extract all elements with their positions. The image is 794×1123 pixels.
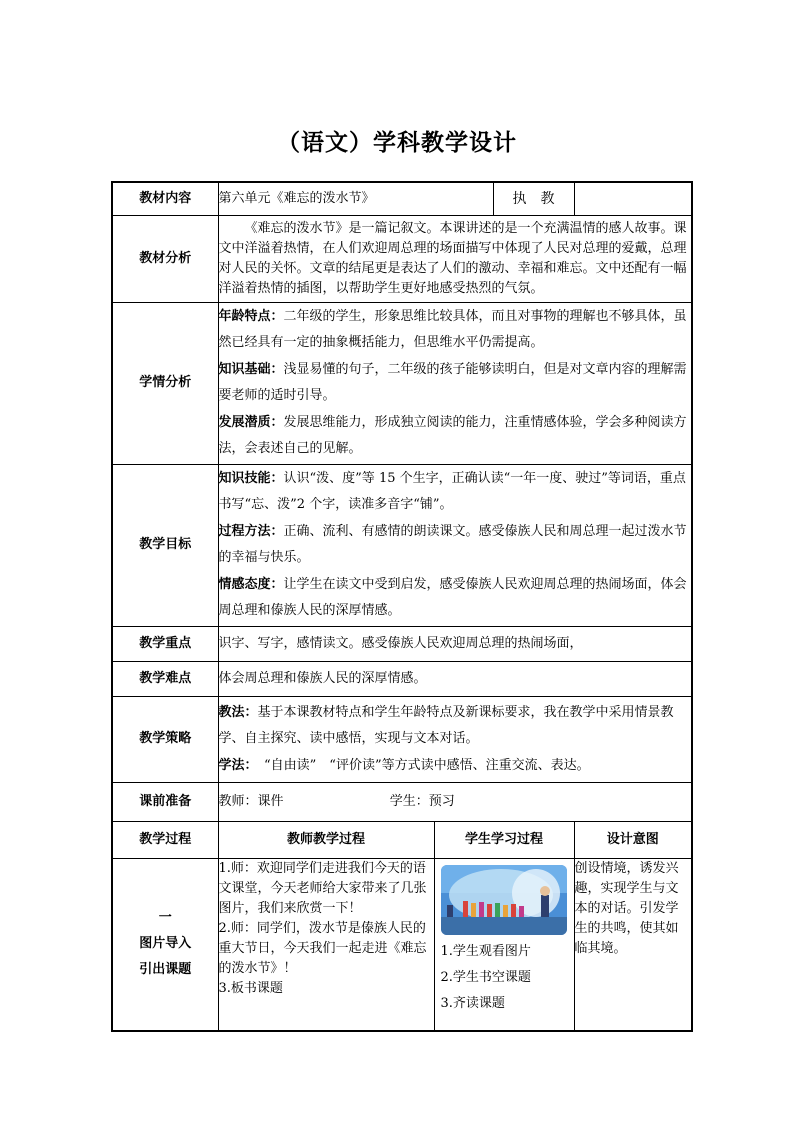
student-step: 2.学生书空课题 [440, 969, 531, 985]
item-text: 浅显易懂的句子，二年级的孩子能够读明白，但是对文章内容的理解需要老师的适时引导。 [218, 362, 687, 403]
strategy-content [218, 696, 692, 782]
item-key: 教法： [218, 704, 258, 720]
difficulty-text: 体会周总理和傣族人民的深厚情感。 [218, 661, 692, 696]
header-student-process: 学生学习过程 [434, 821, 574, 858]
item-key: 知识技能： [218, 471, 284, 486]
item-key: 年龄特点： [218, 309, 284, 324]
analysis-text: 《难忘的泼水节》是一篇记叙文。本课讲述的是一个充满温情的感人故事。课文中洋溢着热情，在人们欢迎周总理的场面描写中体现了人民对总理的爱戴，总理对人民的关怀。文章的结尾更是表达了人们的激动、幸福和难忘。文中还配有一幅洋溢着热情的插图，以帮助学生更好地感受热烈的气氛。 [218, 215, 692, 302]
row-goals [112, 464, 692, 626]
teacher-step: 2.师：同学们，泼水节是傣族人民的重大节日，今天我们一起走进《难忘的泼水节》！ [218, 920, 427, 976]
row-analysis [112, 215, 692, 302]
label-goals: 教学目标 [112, 464, 218, 626]
lesson-plan-table [111, 181, 693, 1032]
item-text: 发展思维能力，形成独立阅读的能力，注重情感体验，学会多种阅读方法，会表述自己的见解。 [218, 415, 687, 456]
label-difficulty: 教学难点 [112, 661, 218, 696]
goals-item [219, 572, 692, 624]
item-key: 发展潜质： [218, 415, 284, 430]
label-students: 学情分析 [112, 302, 218, 464]
design-intent-text: 创设情境，诱发兴趣，实现学生与文本的对话。引发学生的共鸣，使其如临其境。 [574, 858, 692, 1031]
item-key: 知识基础： [218, 362, 284, 377]
students-content [218, 302, 692, 464]
row-difficulty [112, 661, 692, 696]
teacher-steps [218, 858, 434, 1031]
stage-label [112, 858, 218, 1031]
label-material: 教材内容 [112, 182, 218, 215]
goals-item [219, 519, 692, 571]
material-value: 第六单元《难忘的泼水节》 [218, 182, 493, 215]
row-process-stage-1 [112, 858, 692, 1031]
row-preparation [112, 782, 692, 821]
item-key: 情感态度： [218, 577, 284, 592]
row-process-header [112, 821, 692, 858]
item-key: 过程方法： [218, 524, 284, 539]
stage-line-1: 图片导入 [139, 936, 192, 952]
label-strategy: 教学策略 [112, 696, 218, 782]
label-analysis: 教材分析 [112, 215, 218, 302]
teacher-step: 3.板书课题 [218, 980, 283, 996]
student-step: 1.学生观看图片 [440, 943, 531, 959]
student-steps [434, 858, 574, 1031]
goals-content [218, 464, 692, 626]
water-festival-photo [441, 865, 567, 935]
item-text: 正确、流利、有感情的朗读课文。感受傣族人民和周总理一起过泼水节的幸福与快乐。 [218, 524, 687, 565]
label-preparation: 课前准备 [112, 782, 218, 821]
item-text: 二年级的学生，形象思维比较具体，而且对事物的理解也不够具体，虽然已经具有一定的抽象概括能力，但思维水平仍需提高。 [218, 309, 687, 350]
students-item [219, 357, 692, 409]
label-key-points: 教学重点 [112, 626, 218, 661]
preparation-teacher: 教师：课件 [218, 793, 284, 809]
stage-line-2: 引出课题 [139, 962, 192, 978]
row-strategy [112, 696, 692, 782]
item-text: 基于本课教材特点和学生年龄特点及新课标要求，我在教学中采用情景教学、自主探究、读中感悟，实现与文本对话。 [218, 704, 674, 746]
goals-item [219, 466, 692, 518]
students-item [219, 410, 692, 462]
festival-photo-image [441, 865, 567, 935]
strategy-item [219, 753, 692, 779]
students-item [219, 304, 692, 356]
item-key: 学法： [218, 757, 252, 773]
stage-number: 一 [158, 910, 172, 926]
item-text: “自由读” “评价读”等方式读中感悟、注重交流、表达。 [251, 757, 590, 773]
row-students [112, 302, 692, 464]
page-title: （语文）学科教学设计 [277, 130, 517, 156]
student-step: 3.齐读课题 [440, 995, 505, 1011]
preparation-content [218, 782, 692, 821]
item-text: 认识“泼、度”等 15 个生字，正确认读“一年一度、驶过”等词语，重点书写“忘、泼”2 个字，读准多音字“铺”。 [218, 471, 686, 512]
header-process: 教学过程 [112, 821, 218, 858]
teacher-step: 1.师：欢迎同学们走进我们今天的语文课堂，今天老师给大家带来了几张图片，我们来欣赏一下！ [218, 860, 427, 916]
header-design-intent: 设计意图 [574, 821, 692, 858]
teacher-value [574, 182, 692, 215]
strategy-item [219, 700, 692, 752]
preparation-student: 学生：预习 [389, 793, 455, 809]
header-teacher-process: 教师教学过程 [218, 821, 434, 858]
row-key-points [112, 626, 692, 661]
key-points-text: 识字、写字，感情读文。感受傣族人民欢迎周总理的热闹场面， [218, 626, 692, 661]
item-text: 让学生在读文中受到启发，感受傣族人民欢迎周总理的热闹场面，体会周总理和傣族人民的深厚情感。 [218, 577, 687, 618]
label-teacher: 执 教 [493, 182, 574, 215]
row-material [112, 182, 692, 215]
